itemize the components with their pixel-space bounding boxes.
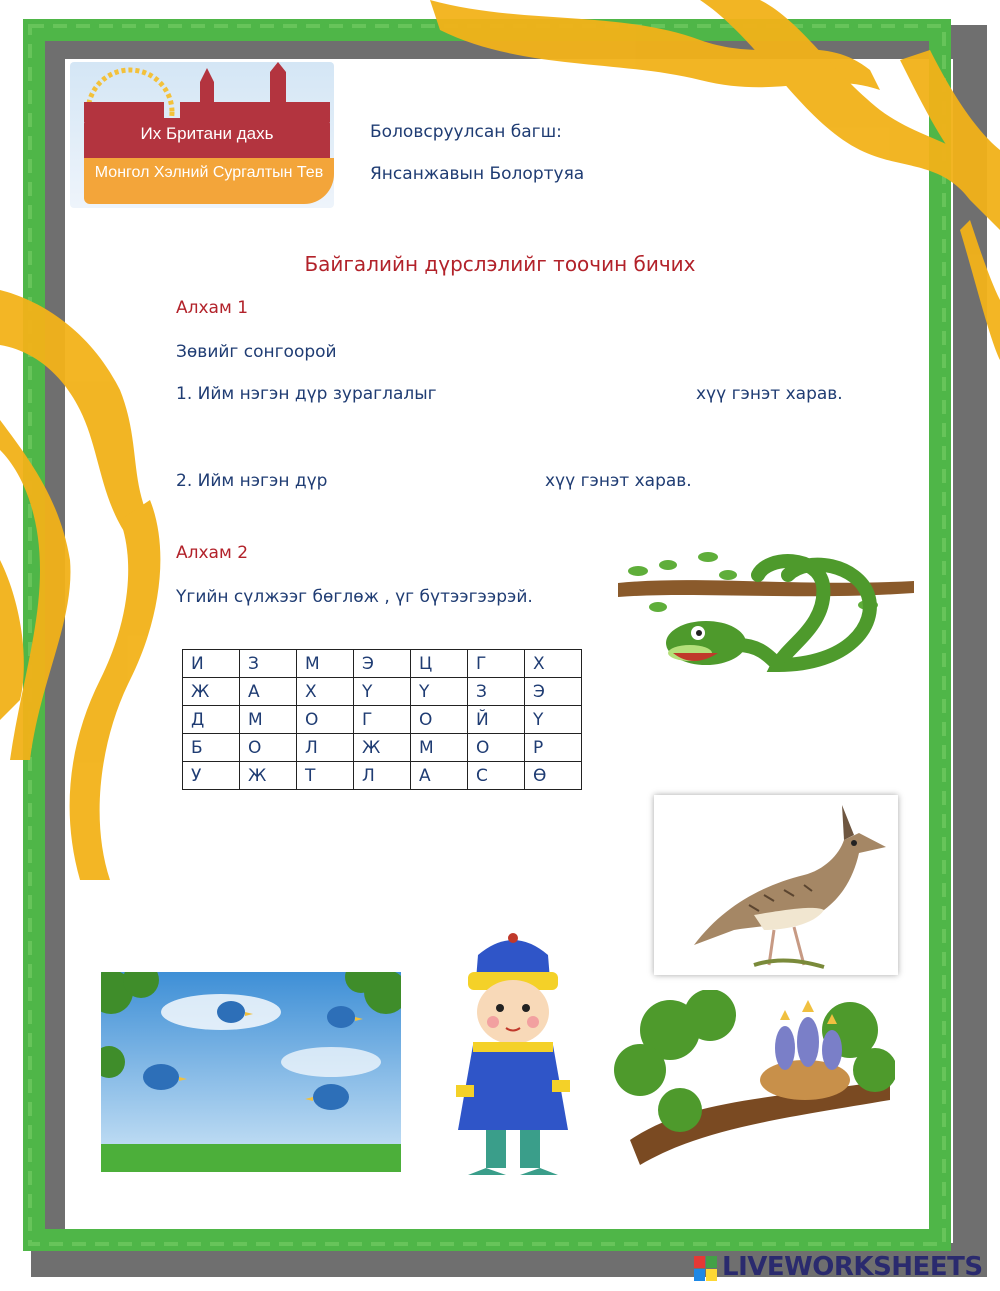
grid-cell[interactable]: Л [354,762,411,790]
question-2-start: 2. Ийм нэгэн дүр [176,471,328,491]
question-2-end: хүү гэнэт харав. [545,471,692,491]
question-2-answer-dropdown[interactable] [356,465,536,495]
grid-cell[interactable]: Х [525,650,582,678]
worksheet-title: Байгалийн дүрслэлийг тоочин бичих [304,252,696,276]
grid-cell[interactable]: Й [468,706,525,734]
grid-cell[interactable]: О [411,706,468,734]
grid-cell[interactable]: Х [297,678,354,706]
question-1-answer-dropdown[interactable] [478,378,684,408]
grid-cell[interactable]: Ц [411,650,468,678]
grid-cell[interactable]: С [468,762,525,790]
grid-row [183,706,582,734]
grid-row [183,762,582,790]
grid-cell[interactable]: Ү [354,678,411,706]
snake-on-branch-image [618,535,914,685]
sky-birds-image [101,972,401,1172]
grid-cell[interactable]: Т [297,762,354,790]
school-logo [70,62,334,208]
grid-row [183,678,582,706]
grid-cell[interactable]: Г [354,706,411,734]
step2-heading: Алхам 2 [176,543,249,563]
word-search-grid[interactable] [182,649,582,790]
author-name: Янсанжавын Болортуяа [370,164,585,184]
grid-cell[interactable]: М [411,734,468,762]
step1-heading: Алхам 1 [176,298,249,318]
grid-cell[interactable]: А [411,762,468,790]
grid-cell[interactable]: Л [297,734,354,762]
logo-line-2: Монгол Хэлний Сургалтын Тев [94,164,324,181]
grid-cell[interactable]: Ө [525,762,582,790]
grid-cell[interactable]: З [240,650,297,678]
grid-cell[interactable]: Э [525,678,582,706]
logo-line-1: Их Британи дахь [140,124,274,143]
grid-cell[interactable]: З [468,678,525,706]
question-1-start: 1. Ийм нэгэн дүр зураглалыг [176,384,437,404]
grid-cell[interactable]: Э [354,650,411,678]
bird-nest-image [610,990,895,1170]
grid-cell[interactable]: У [183,762,240,790]
grid-cell[interactable]: Ж [240,762,297,790]
grid-row [183,734,582,762]
grid-cell[interactable]: О [240,734,297,762]
grid-cell[interactable]: О [468,734,525,762]
grid-cell[interactable]: Г [468,650,525,678]
liveworksheets-watermark: LIVEWORKSHEETS [722,1252,983,1282]
grid-cell[interactable]: М [240,706,297,734]
grid-cell[interactable]: И [183,650,240,678]
grid-cell[interactable]: Ж [183,678,240,706]
grid-cell[interactable]: Ү [525,706,582,734]
grid-row [183,650,582,678]
grid-cell[interactable]: О [297,706,354,734]
grid-cell[interactable]: Р [525,734,582,762]
question-1-end: хүү гэнэт харав. [696,384,843,404]
liveworksheets-logo-icon [694,1256,718,1282]
grid-cell[interactable]: Ж [354,734,411,762]
author-label: Боловсруулсан багш: [370,122,562,142]
step1-instruction: Зөвийг сонгоорой [176,342,337,362]
grid-cell[interactable]: Ү [411,678,468,706]
lark-bird-image [654,795,898,975]
grid-cell[interactable]: Д [183,706,240,734]
step2-instruction: Үгийн сүлжээг бөглөж , үг бүтээгээрэй. [176,587,533,607]
grid-cell[interactable]: Б [183,734,240,762]
mongolian-boy-image [438,930,588,1180]
grid-cell[interactable]: А [240,678,297,706]
grid-cell[interactable]: М [297,650,354,678]
